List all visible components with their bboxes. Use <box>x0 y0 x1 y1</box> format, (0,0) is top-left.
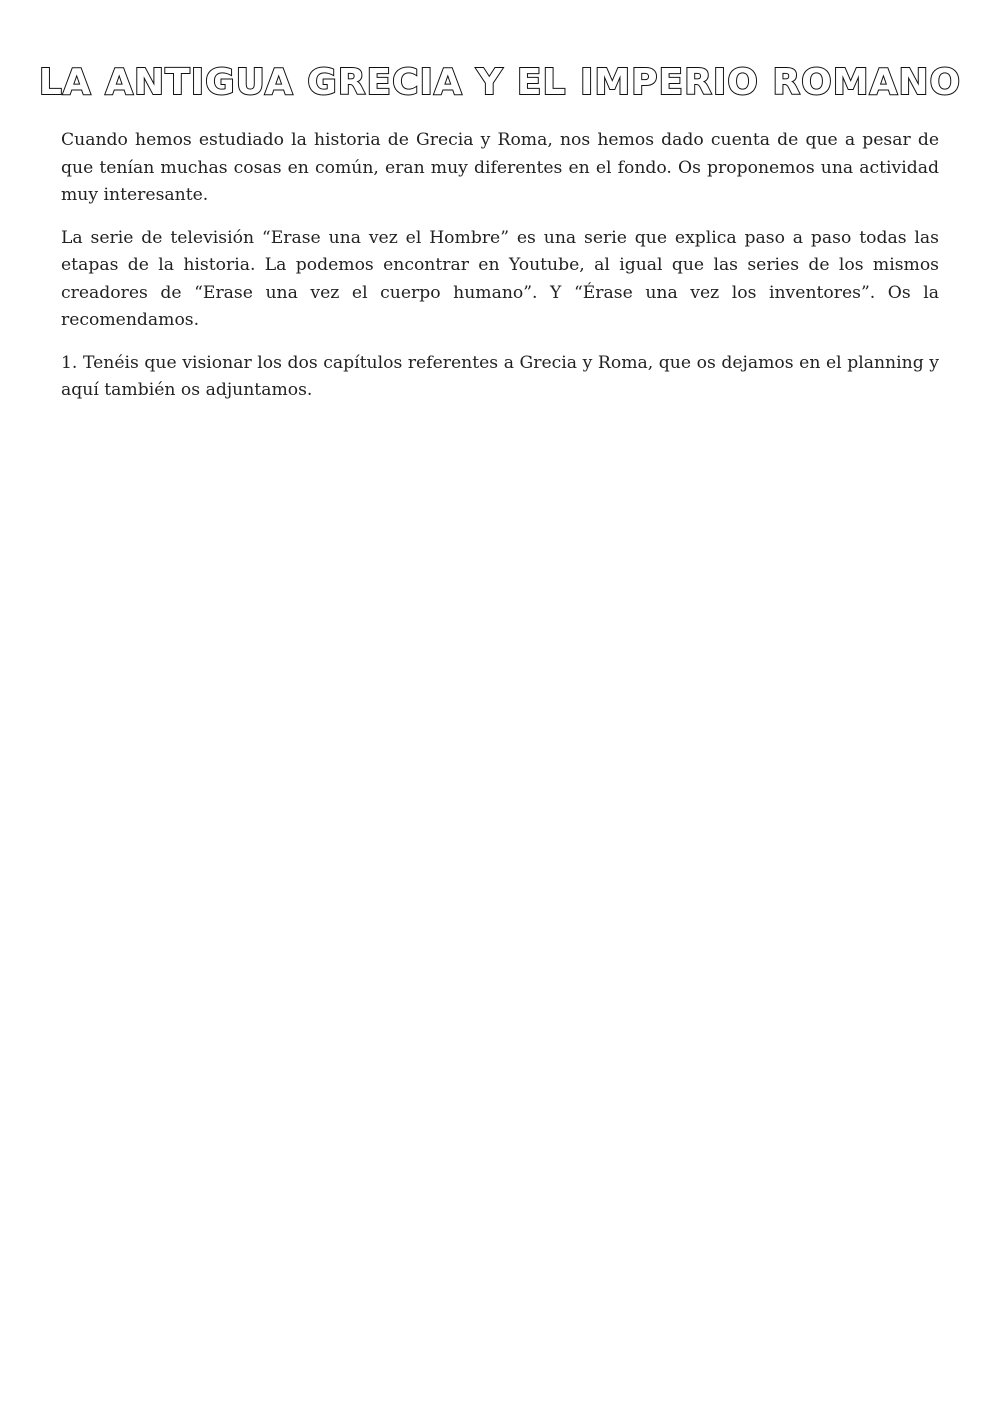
document-body <box>61 127 939 420</box>
paragraph-series: La serie de televisión “Erase una vez el Hombre” es una serie que explica paso a paso todas las etapas de la historia. La podemos encontrar en Youtube, al igual que las series de los mismos creadores de “Erase una vez el cuerpo humano”. Y “Érase una vez los inventores”. Os la recomendamos. <box>61 227 939 330</box>
page-title: LA ANTIGUA GRECIA Y EL IMPERIO ROMANO <box>38 62 962 103</box>
paragraph-intro: Cuando hemos estudiado la historia de Grecia y Roma, nos hemos dado cuenta de que a pesar de que tenían muchas cosas en común, eran muy diferentes en el fondo. Os proponemos una actividad muy interesante. <box>61 130 939 205</box>
paragraph-task-1: 1. Tenéis que visionar los dos capítulos referentes a Grecia y Roma, que os dejamos en el planning y aquí también os adjuntamos. <box>61 352 939 400</box>
